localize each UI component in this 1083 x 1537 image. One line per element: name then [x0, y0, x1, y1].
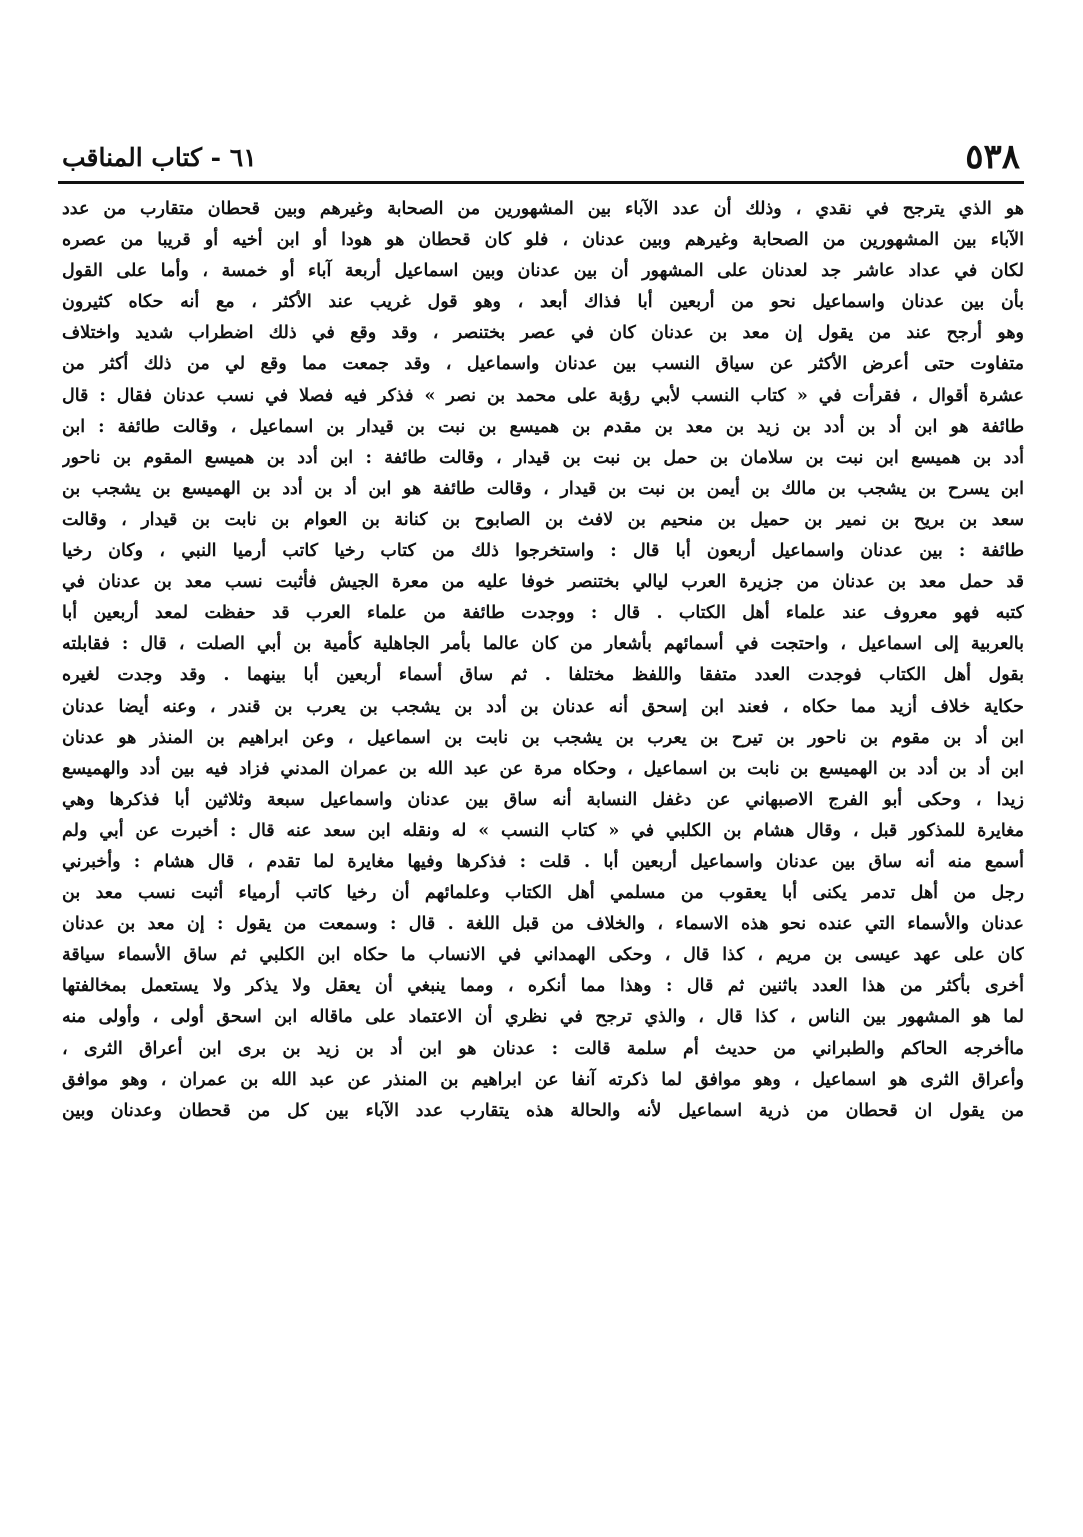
text-line: ابن أد بن أدد بن الهميسع بن نابت بن اسماعيل ، وحكاه مرة عن عبد الله بن عمران المدني فزاد فيه بين أدد والهميسع [62, 758, 1024, 779]
text-line: كتبه فهو معروف عند علماء أهل الكتاب . قال : ووجدت طائفة من علماء العرب قد حفظت لمعد أربعين أبا [62, 603, 1024, 624]
text-line: وأعراق الثرى هو اسماعيل ، وهو موافق لما ذكرته آنفا عن ابراهيم بن المنذر عن عبد الله بن عمران ، وهو موافق [62, 1069, 1024, 1090]
text-line: من يقول ان قحطان من ذرية اسماعيل لأنه والحالة هذه يتقارب عدد الآباء بين كل من قحطان وعدنان وبين [62, 1100, 1024, 1121]
text-line: لما هو المشهور بين الناس ، كذا قال ، والذي ترجح في نظري أن الاعتماد على ماقاله ابن اسحق أولى ، وأولى منه [62, 1007, 1024, 1028]
header-rule [58, 181, 1024, 184]
text-line: أدد بن هميسع ابن نبت بن سلامان بن حمل بن نبت بن قيدار ، وقالت طائفة : ابن أدد بن هميسع المقوم بن ناحور [62, 447, 1024, 468]
text-line: أسمع منه أنه ساق بين عدنان واسماعيل أربعين أبا . قلت : فذكرها وفيها مغايرة لما تقدم ، قال هشام : وأخبرني [62, 851, 1024, 872]
text-line: متفاوت حتى أعرض الأكثر عن سياق النسب بين عدنان واسماعيل ، وقد جمعت مما وقع لي من ذلك أكثر من [62, 354, 1024, 375]
text-line: عشرة أقوال ، فقرأت في « كتاب النسب لأبي رؤبة على محمد بن نصر » فذكر فيه فصلا في نسب عدنان فقال : قال [62, 385, 1024, 406]
text-line: ابن أد بن مقوم بن ناحور بن تيرح بن يعرب بن يشجب بن نابت بن اسماعيل ، وعن ابراهيم بن المنذر هو عدنان [62, 727, 1024, 748]
text-line: طائفة : بين عدنان واسماعيل أربعون أبا قال : واستخرجوا ذلك من كتاب رخيا كاتب أرميا النبي ، وكان رخيا [62, 541, 1024, 562]
text-line: مغايرة للمذكور قبل ، وقال هشام بن الكلبي في « كتاب النسب » له ونقله ابن سعد عنه قال : أخبرت عن أبي ولم [62, 820, 1024, 841]
text-line: بالعربية إلى اسماعيل ، واحتجت في أسمائهم بأشعار من كان عالما بأمر الجاهلية كأمية بن أبي الصلت ، قال : فقابلته [62, 634, 1024, 655]
text-line: بقول أهل الكتاب فوجدت العدد متفقا واللفظ مختلفا . ثم ساق أسماء أربعين أبا بينهما . وقد وجدت لغيره [62, 665, 1024, 686]
body-text [62, 194, 1024, 1494]
text-line: وهو أرجح عند من يقول إن معد بن عدنان كان في عصر بختنصر ، وقد وقع في ذلك اضطراب شديد واختلاف [62, 323, 1024, 344]
text-line: رجل من أهل تدمر يكنى أبا يعقوب من مسلمي أهل الكتاب وعلمائهم أن رخيا كاتب أرمياء أثبت نسب معد بن [62, 883, 1024, 904]
text-line: حكاية خلاف أزيد مما حكاه ، فعند ابن إسحق أنه عدنان بن أدد بن يشجب بن يعرب بن قندر ، وعنه أيضا عدنان [62, 696, 1024, 717]
page-header [62, 134, 1020, 180]
running-title: ٦١ - كتاب المناقب [62, 143, 257, 172]
text-line: قد حمل معد بن عدنان من جزيرة العرب ليالي بختنصر خوفا عليه من معرة الجيش فأثبت نسب معد بن عدنان في [62, 572, 1024, 593]
text-line: هو الذي يترجح في نقدي ، وذلك أن عدد الآباء بين المشهورين من الصحابة وغيرهم وبين قحطان متقارب من عدد [62, 199, 1024, 219]
text-line: زيدا ، وحكى أبو الفرج الاصبهاني عن دغفل النسابة أنه ساق بين عدنان واسماعيل سبعة وثلاثين أبا فذكرها وهي [62, 789, 1024, 810]
text-line: سعد بن بريح بن نمير بن حميل بن منحيم بن لافث بن الصابوح بن كنانة بن العوام بن نابت بن قيدار ، وقالت [62, 509, 1024, 530]
text-line: كان على عهد عيسى بن مريم ، كذا قال ، وحكى الهمداني في الانساب ما حكاه ابن الكلبي ثم ساق الأسماء سياقة [62, 945, 1024, 966]
text-line: ابن يسرح بن يشجب بن مالك بن أيمن بن نبت بن قيدار ، وقالت طائفة هو ابن أد بن أدد بن الهميسع بن يشجب بن [62, 478, 1024, 499]
text-line: بأن بين عدنان واسماعيل نحو من أربعين أبا فذاك أبعد ، وهو قول غريب عند الأكثر ، مع أنه حكاه كثيرون [62, 292, 1024, 313]
text-line: لكان في عداد عاشر جد لعدنان على المشهور أن بين عدنان وبين اسماعيل أربعة آباء أو خمسة ، وأما على القول [62, 261, 1024, 282]
text-line: طائفة هو ابن أد بن أدد بن زيد بن معد بن مقدم بن هميسع بن نبت بن قيدار بن اسماعيل ، وقالت طائفة : ابن [62, 416, 1024, 437]
text-line: ماأخرجه الحاكم والطبراني من حديث أم سلمة قالت : عدنان هو ابن أد بن زيد بن برى ابن أعراق الثرى ، [62, 1038, 1024, 1059]
text-line: أخرى بأكثر من هذا العدد باثنين ثم قال : وهذا مما أنكره ، ومما ينبغي أن يعقل ولا يذكر ولا يستعمل بمخالفتها [62, 976, 1024, 997]
text-line: عدنان والأسماء التي عنده نحو هذه الاسماء ، والخلاف من قبل اللغة . قال : وسمعت من يقول : إن معد بن عدنان [62, 914, 1024, 935]
text-line: الآباء بين المشهورين من الصحابة وغيرهم وبين عدنان ، فلو كان قحطان هو هودا أو ابن أخيه أو قريبا من عصره [62, 230, 1024, 251]
page-number: ٥٣٨ [965, 137, 1020, 177]
